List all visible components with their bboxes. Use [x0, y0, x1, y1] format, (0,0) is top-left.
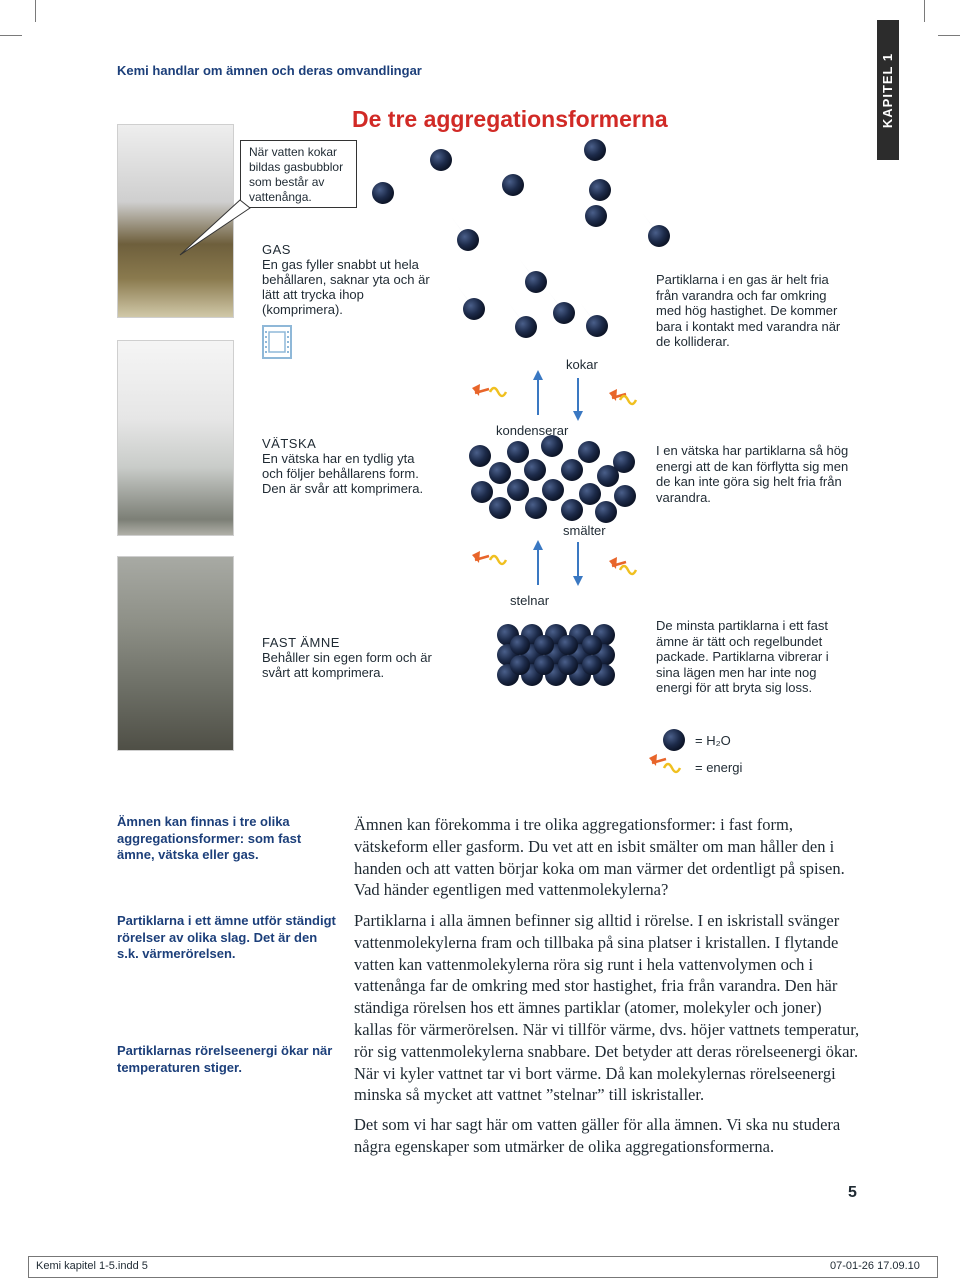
side-note-3: Partiklarnas rörelseenergi ökar när temperaturen stiger. — [117, 1043, 333, 1075]
label-melt: smälter — [563, 523, 606, 538]
liquid-molecules — [469, 435, 636, 523]
legend-energy-text: = energi — [695, 760, 743, 775]
solid-molecules — [497, 624, 615, 686]
molecule — [597, 465, 619, 487]
liquid-text: En vätska har en tydlig yta och följer behållarens form. Den är svår att komprimera. — [262, 451, 424, 496]
gas-text: En gas fyller snabbt ut hela behållaren, saknar yta och är lätt att trycka ihop (komprimera). — [262, 257, 430, 317]
film-icon — [263, 326, 291, 358]
label-freeze: stelnar — [510, 593, 550, 608]
molecule — [463, 298, 485, 320]
molecule — [542, 479, 564, 501]
molecule — [524, 459, 546, 481]
molecule — [648, 225, 670, 247]
solid-heading: FAST ÄMNE — [262, 635, 340, 650]
liquid-particles-text: I en vätska har partiklarna så hög energi att de kan förflytta sig men de kan inte göra sig helt fria från varandra. — [656, 443, 849, 505]
molecule — [582, 635, 602, 655]
liquid-heading: VÄTSKA — [262, 436, 317, 451]
solid-particles-text: De minsta partiklarna i ett fast ämne är tätt och regelbundet packade. Partiklarna vibrerar i sina lägen men har inte nog energi för att bryta sig loss. — [656, 618, 829, 695]
side-note-1: Ämnen kan finnas i tre olika aggregationsformer: som fast ämne, vätska eller gas. — [117, 814, 302, 862]
molecule — [430, 149, 452, 171]
molecule — [471, 481, 493, 503]
gas-particles-text: Partiklarna i en gas är helt fria från varandra och far omkring med hög hastighet. De kommer bara i kontakt med varandra när de kolliderar. — [656, 272, 841, 349]
molecule — [585, 205, 607, 227]
label-boil: kokar — [566, 357, 598, 372]
molecule — [595, 501, 617, 523]
molecule — [586, 315, 608, 337]
molecule — [561, 459, 583, 481]
label-condense: kondenserar — [496, 423, 569, 438]
footer-file-name: Kemi kapitel 1-5.indd 5 — [36, 1260, 148, 1272]
body-paragraph-2: Partiklarna i alla ämnen befinner sig alltid i rörelse. I en iskristall svänger vattenmolekylerna fram och tillbaka på sina platser i kristallen. I flytande vatten kan vattenmolekylerna röra sig runt i hela vattenvolymen och i vattenånga far de omkring med stor hastighet, fria från varandra. Den här ständiga rörelsen hos ett ämnes partiklar (atomer, molekyler och joner) kallas för värmerörelsen. När vi tillför värme, dvs. höjer vattnets temperatur, rör sig vattenmolekylerna snabbare. Det betyder att deras rörelseenergi ökar. När vi kyler vattnet tar vi bort värme. Då kan molekylernas rörelseenergi minska så mycket att vattnet ”stelnar” till iskristaller. — [354, 911, 860, 1105]
energy-icon — [472, 551, 506, 564]
molecule — [469, 445, 491, 467]
molecule — [510, 635, 530, 655]
molecule — [582, 655, 602, 675]
molecule — [553, 302, 575, 324]
legend-energy-icon — [649, 754, 680, 772]
molecule — [525, 497, 547, 519]
running-head: Kemi handlar om ämnen och deras omvandlingar — [117, 63, 422, 78]
liquid-description — [262, 436, 437, 496]
page-number: 5 — [848, 1184, 857, 1201]
print-footer — [28, 1256, 938, 1278]
callout-pointer — [180, 200, 250, 255]
side-note-2: Partiklarna i ett ämne utför ständigt rörelser av olika slag. Det är den s.k. värmerörelsen. — [117, 913, 336, 961]
molecule — [614, 485, 636, 507]
energy-icon — [472, 384, 506, 396]
molecule — [525, 271, 547, 293]
gas-heading: GAS — [262, 242, 291, 257]
molecule — [507, 441, 529, 463]
molecule — [578, 441, 600, 463]
solid-text: Behåller sin egen form och är svårt att komprimera. — [262, 650, 432, 680]
molecule — [489, 462, 511, 484]
molecule — [515, 316, 537, 338]
molecule — [561, 499, 583, 521]
molecule — [489, 497, 511, 519]
molecule — [579, 483, 601, 505]
molecule — [541, 435, 563, 457]
molecule — [507, 479, 529, 501]
energy-icon — [609, 389, 636, 404]
page-title: De tre aggregationsformerna — [352, 106, 668, 132]
footer-timestamp: 07-01-26 17.09.10 — [830, 1260, 920, 1272]
molecule — [372, 182, 394, 204]
solid-description — [262, 635, 437, 680]
molecule — [584, 139, 606, 161]
body-paragraph-3: Det som vi har sagt här om vatten gäller för alla ämnen. Vi ska nu studera några egenskaper som utmärker de olika aggregationsformerna. — [354, 1115, 841, 1156]
legend-molecule-text: = H₂O — [695, 733, 731, 748]
molecule — [558, 655, 578, 675]
molecule — [589, 179, 611, 201]
chapter-tab-label: KAPITEL 1 — [880, 52, 896, 128]
molecule — [457, 229, 479, 251]
body-paragraph-1: Ämnen kan förekomma i tre olika aggregationsformer: i fast form, vätskeform eller gasform. Du vet att en isbit smälter om man håller den i handen och att vatten börjar koka om man värmer det ordentligt på spisen. Vad händer egentligen med vattenmolekylerna? — [354, 815, 845, 900]
molecule — [534, 635, 554, 655]
legend-molecule-icon — [663, 729, 685, 751]
molecule — [534, 655, 554, 675]
energy-icon — [609, 557, 636, 574]
molecule — [510, 655, 530, 675]
gas-description — [262, 242, 437, 317]
photo-callout: När vatten kokar bildas gasbubblor som består av vattenånga. — [240, 140, 357, 208]
molecule — [558, 635, 578, 655]
molecule — [502, 174, 524, 196]
